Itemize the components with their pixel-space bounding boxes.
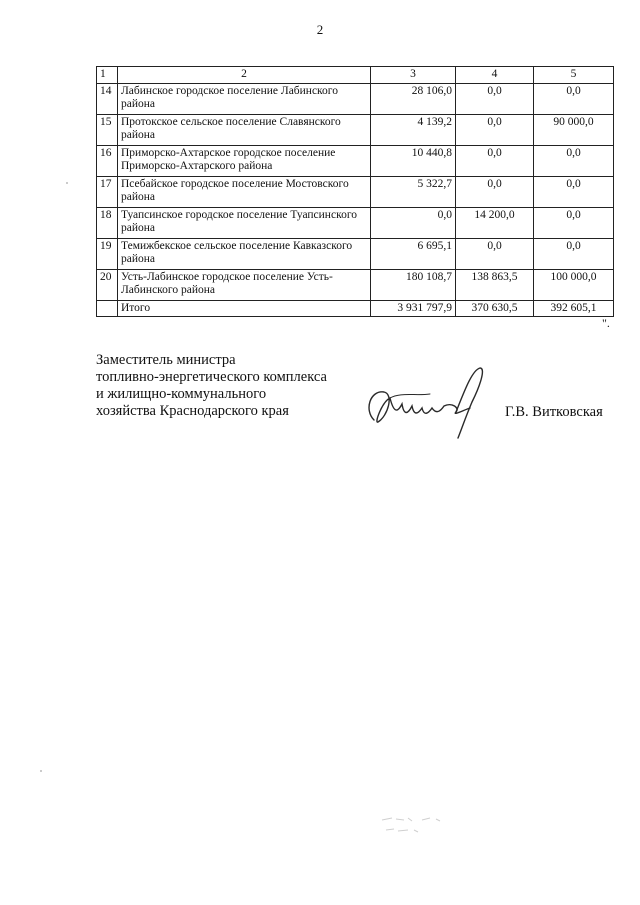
row-number: 20 <box>97 270 118 301</box>
value-col5: 0,0 <box>534 239 614 270</box>
position-line: и жилищно-коммунального <box>96 386 267 402</box>
row-number: 15 <box>97 115 118 146</box>
value-col3: 4 139,2 <box>371 115 456 146</box>
header-cell: 3 <box>371 67 456 84</box>
value-col4: 0,0 <box>456 177 534 208</box>
total-number-cell <box>97 301 118 317</box>
table-row <box>97 270 614 301</box>
header-cell: 5 <box>534 67 614 84</box>
total-label: Итого <box>118 301 371 317</box>
settlement-name: Туапсинское городское поселение Туапсинского района <box>118 208 371 239</box>
value-col5: 0,0 <box>534 84 614 115</box>
page-number: 2 <box>316 22 324 37</box>
value-col3: 5 322,7 <box>371 177 456 208</box>
settlement-name: Лабинское городское поселение Лабинского района <box>118 84 371 115</box>
row-number: 18 <box>97 208 118 239</box>
value-col4: 138 863,5 <box>456 270 534 301</box>
header-cell: 1 <box>97 67 118 84</box>
table-row <box>97 115 614 146</box>
value-col3: 28 106,0 <box>371 84 456 115</box>
table-row <box>97 208 614 239</box>
value-col5: 0,0 <box>534 177 614 208</box>
settlement-name: Протокское сельское поселение Славянского района <box>118 115 371 146</box>
settlement-name: Приморско-Ахтарское городское поселение Приморско-Ахтарского района <box>118 146 371 177</box>
position-line: Заместитель министра <box>96 352 236 368</box>
row-number: 17 <box>97 177 118 208</box>
table-row <box>97 146 614 177</box>
value-col3: 10 440,8 <box>371 146 456 177</box>
header-cell: 2 <box>118 67 371 84</box>
value-col5: 100 000,0 <box>534 270 614 301</box>
value-col4: 0,0 <box>456 84 534 115</box>
table-row <box>97 177 614 208</box>
handwritten-signature <box>360 362 490 442</box>
signatory-name: Г.В. Витковская <box>505 404 603 420</box>
position-line: хозяйства Краснодарского края <box>96 403 289 419</box>
table-row <box>97 239 614 270</box>
value-col3: 180 108,7 <box>371 270 456 301</box>
table-row <box>97 84 614 115</box>
total-row <box>97 301 614 317</box>
row-number: 19 <box>97 239 118 270</box>
total-col3: 3 931 797,9 <box>371 301 456 317</box>
value-col5: 0,0 <box>534 208 614 239</box>
scan-artifact <box>66 182 68 184</box>
signatory-position <box>96 352 376 420</box>
table-header-row <box>97 67 614 84</box>
value-col4: 0,0 <box>456 239 534 270</box>
row-number: 16 <box>97 146 118 177</box>
row-number: 14 <box>97 84 118 115</box>
allocation-table <box>96 66 614 317</box>
closing-quote: ". <box>602 316 610 330</box>
value-col4: 14 200,0 <box>456 208 534 239</box>
value-col3: 6 695,1 <box>371 239 456 270</box>
settlement-name: Усть-Лабинское городское поселение Усть-Лабинского района <box>118 270 371 301</box>
value-col4: 0,0 <box>456 115 534 146</box>
header-cell: 4 <box>456 67 534 84</box>
settlement-name: Темижбекское сельское поселение Кавказского района <box>118 239 371 270</box>
value-col5: 90 000,0 <box>534 115 614 146</box>
total-col4: 370 630,5 <box>456 301 534 317</box>
position-line: топливно-энергетического комплекса <box>96 369 327 385</box>
total-col5: 392 605,1 <box>534 301 614 317</box>
value-col5: 0,0 <box>534 146 614 177</box>
value-col3: 0,0 <box>371 208 456 239</box>
settlement-name: Псебайское городское поселение Мостовского района <box>118 177 371 208</box>
scan-artifact <box>40 770 42 772</box>
value-col4: 0,0 <box>456 146 534 177</box>
faint-stamp-mark <box>378 812 458 838</box>
